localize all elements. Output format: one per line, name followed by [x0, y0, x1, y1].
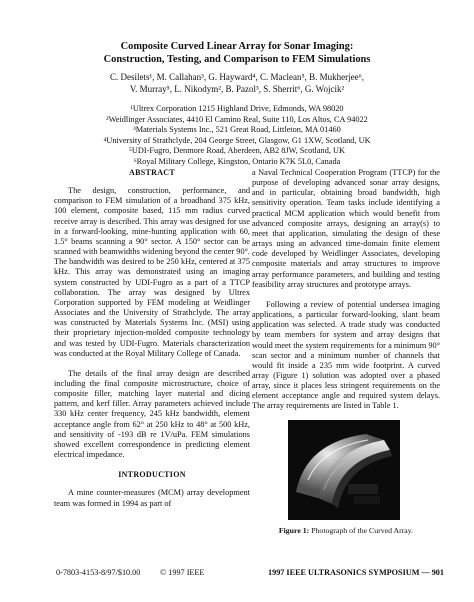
- affiliation-6: ⁶Royal Military College, Kingston, Ontario K7K 5L0, Canada: [133, 156, 341, 166]
- figure-1-caption: [252, 526, 440, 536]
- footer-symposium: 1997 IEEE ULTRASONICS SYMPOSIUM — 901: [268, 568, 444, 577]
- abstract-paragraph-1: The design, construction, performance, and comparison to FEM simulation of a broadband 375 kHz, 100 element, composite based, 115 mm radius curved receive array is described. This array was designed for use in a forward-looking, mine-hunting application with 60, 1.5° beams scanning a 90° sector. A 150° sector can be scanned with beamwidths widening beyond the center 90°. The bandwidth was desired to be 250 kHz, centered at 375 kHz. This array was demonstrated using an imaging system constructed by UDI-Fugro as a part of a TTCP collaboration. The array was designed by Ultrex Corporation supported by FEM modeling at Weidlinger Associates and the University of Strathclyde. The array was constructed by Materials Systems Inc. (MSI) using their proprietary injection-molded composite technology and was tested by UDI-Fugro. Materials characterization was conducted at the Royal Military College of Canada.: [54, 186, 250, 358]
- affiliation-list: [30, 104, 444, 168]
- footer-isbn: 0-7803-4153-8/97/$10.00: [56, 568, 141, 577]
- authors-line-1: C. Desilets¹, M. Callahan³, G. Hayward⁴, C. Maclean⁵, B. Mukherjee⁶,: [109, 72, 364, 82]
- title-line-1: Composite Curved Linear Array for Sonar Imaging:: [120, 41, 354, 52]
- abstract-heading: ABSTRACT: [129, 168, 175, 177]
- authors-line-2: V. Murray⁵, L. Nikodym², B. Pazol³, S. Sherrit⁶, G. Wojcik²: [129, 83, 345, 94]
- author-list: [30, 72, 444, 95]
- curved-array-photo: [288, 420, 400, 520]
- introduction-paragraph-1: A mine counter-measures (MCM) array development team was formed in 1994 as part of: [54, 488, 250, 508]
- paper-title: [30, 40, 444, 66]
- affiliation-3: ³Materials Systems Inc., 521 Great Road, Littleton, MA 01460: [133, 125, 341, 135]
- footer-copyright: © 1997 IEEE: [160, 568, 205, 577]
- right-column: [252, 168, 440, 536]
- affiliation-1: ¹Ultrex Corporation 1215 Highland Drive, Edmonds, WA 98020: [130, 104, 344, 113]
- left-column: [54, 168, 250, 509]
- introduction-paragraph-1-continued: a Naval Technical Cooperation Program (TTCP) for the purpose of developing advanced sonar array designs, and in particular, obtaining broad bandwidth, high sensitivity operation. Team tasks include identifying a practical MCM application which would benefit from advanced composite arrays, designing an array(s) to meet that application, simulating the design of these arrays using an advanced time-domain finite element code developed by Weidlinger Associates, developing composite materials and array structures to improve array performance parameters, and building and testing feasibility array structures and prototype arrays.: [252, 168, 440, 289]
- curved-array-photo-graphic: [288, 420, 400, 520]
- figure-1-caption-text: Photograph of the Curved Array.: [309, 525, 414, 535]
- title-line-2: Construction, Testing, and Comparison to FEM Simulations: [103, 54, 371, 65]
- introduction-paragraph-2: Following a review of potential undersea imaging applications, a particular forward-looking, slant beam application was selected. A trade study was conducted by team members for system and array designs that would meet the system requirements for a minimum 90° scan sector and a minimum number of channels that would fit inside a 235 mm wide footprint. A curved array (Figure 1) solution was adopted over a phased array, since it places less stringent requirements on the element acceptance angle and required system delays. The array requirements are listed in Table 1.: [252, 299, 440, 411]
- abstract-paragraph-2: The details of the final array design are described including the final composite microstructure, choice of composite filler, matching layer material and dicing pattern, and kerf filler. Array parameters achieved include 330 kHz center frequency, 245 kHz bandwidth, element acceptance angle from 62° at 250 kHz to 48° at 500 kHz, and sensitivity of -193 dB re 1V/uPa. FEM simulations showed excellent correspondence in predicting element electrical impedance.: [54, 368, 250, 460]
- affiliation-5: ⁵UDI-Fugro, Denmore Road, Aberdeen, AB2 8JW, Scotland, UK: [129, 146, 345, 156]
- affiliation-4: ⁴University of Strathclyde, 204 George Street, Glasgow, G1 1XW, Scotland, UK: [103, 135, 371, 145]
- introduction-heading: INTRODUCTION: [118, 470, 186, 480]
- affiliation-2: ²Weidlinger Associates, 4410 El Camino Real, Suite 110, Los Altos, CA 94022: [106, 114, 368, 124]
- figure-1-label: Figure 1:: [278, 525, 310, 535]
